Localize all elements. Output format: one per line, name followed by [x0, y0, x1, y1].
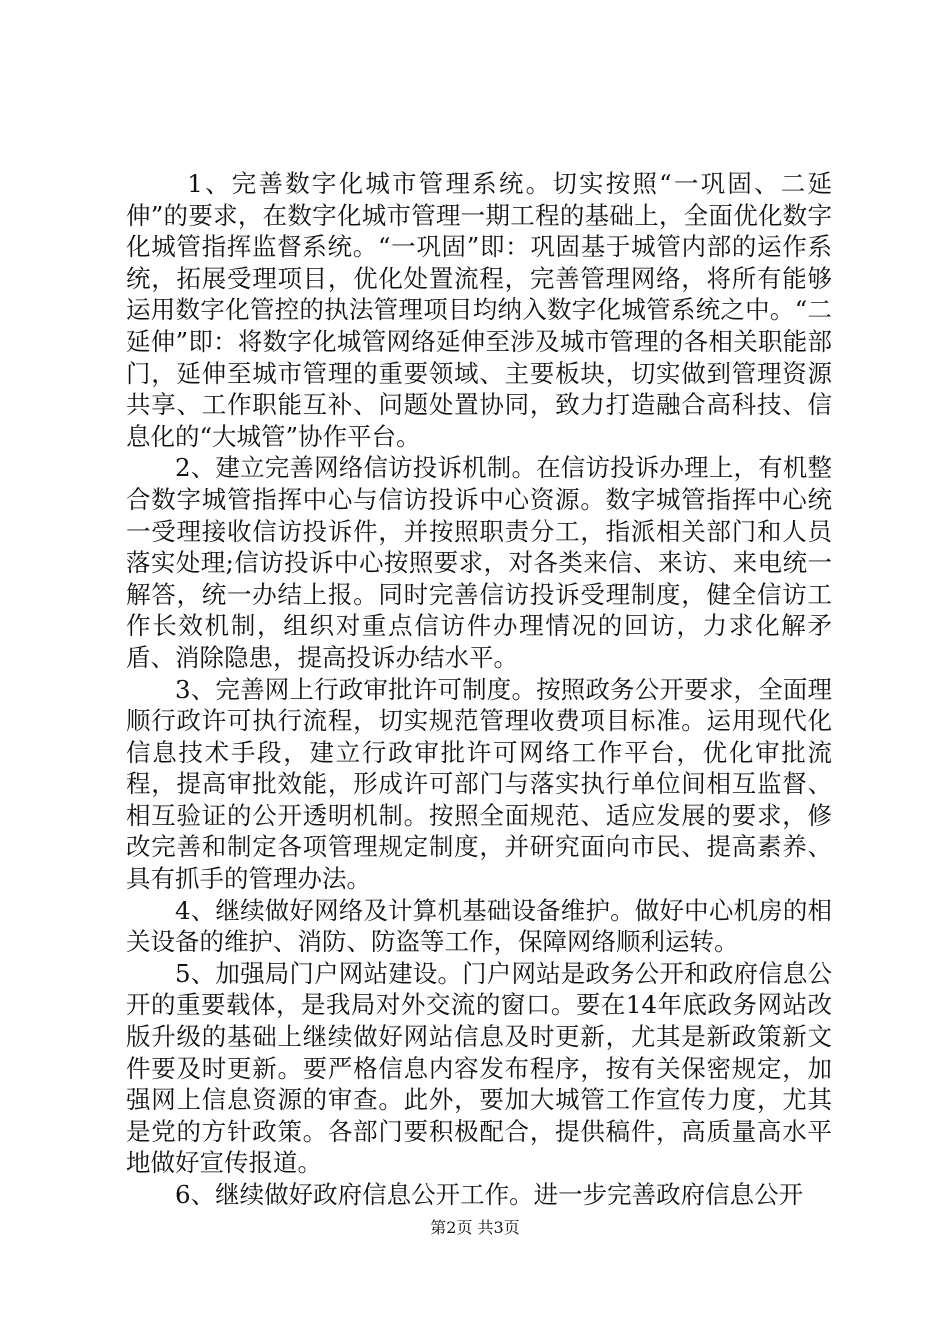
paragraph-4: 4、继续做好网络及计算机基础设备维护。做好中心机房的相关设备的维护、消防、防盗等工作，保障网络顺利运转。 [126, 895, 832, 957]
paragraph-5: 5、加强局门户网站建设。门户网站是政务公开和政府信息公开的重要载体，是我局对外交流的窗口。要在14年底政务网站改版升级的基础上继续做好网站信息及时更新，尤其是新政策新文件要及时更新。要严格信息内容发布程序，按有关保密规定，加强网上信息资源的审查。此外，要加大城管工作宣传力度，尤其是党的方针政策。各部门要积极配合，提供稿件，高质量高水平地做好宣传报道。 [126, 958, 832, 1178]
paragraph-1: 1、完善数字化城市管理系统。切实按照“一巩固、二延伸”的要求，在数字化城市管理一期工程的基础上，全面优化数字化城管指挥监督系统。“一巩固”即：巩固基于城管内部的运作系统，拓展受理项目，优化处置流程，完善管理网络，将所有能够运用数字化管控的执法管理项目均纳入数字化城管系统之中。“二延伸”即：将数字化城管网络延伸至涉及城市管理的各相关职能部门，延伸至城市管理的重要领域、主要板块，切实做到管理资源共享、工作职能互补、问题处置协同，致力打造融合高科技、信息化的“大城管”协作平台。 [126, 169, 832, 451]
paragraph-3: 3、完善网上行政审批许可制度。按照政务公开要求，全面理顺行政许可执行流程，切实规范管理收费项目标准。运用现代化信息技术手段，建立行政审批许可网络工作平台，优化审批流程，提高审批效能，形成许可部门与落实执行单位间相互监督、相互验证的公开透明机制。按照全面规范、适应发展的要求，修改完善和制定各项管理规定制度，并研究面向市民、提高素养、具有抓手的管理办法。 [126, 674, 832, 894]
paragraph-2: 2、建立完善网络信访投诉机制。在信访投诉办理上，有机整合数字城管指挥中心与信访投诉中心资源。数字城管指挥中心统一受理接收信访投诉件，并按照职责分工，指派相关部门和人员落实处理;信访投诉中心按照要求，对各类来信、来访、来电统一解答，统一办结上报。同时完善信访投诉受理制度，健全信访工作长效机制，组织对重点信访件办理情况的回访，力求化解矛盾、消除隐患，提高投诉办结水平。 [126, 453, 832, 672]
page-number-footer: 第2页 共3页 [430, 1218, 520, 1237]
paragraph-6: 6、继续做好政府信息公开工作。进一步完善政府信息公开 [175, 1180, 804, 1209]
document-body [126, 168, 832, 1211]
